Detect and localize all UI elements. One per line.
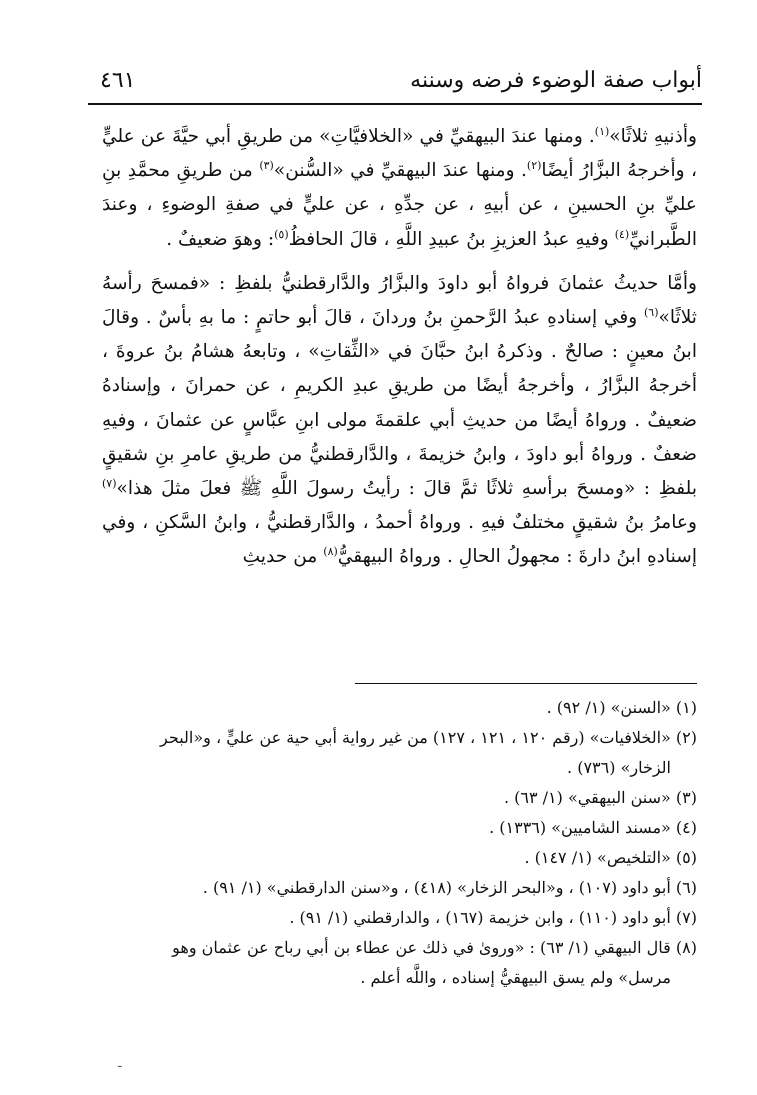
footnote-7: (٧) أبو داود (١١٠) ، وابن خزيمة (١٦٧) ، والدارقطني (١/ ٩١) . [289, 908, 697, 927]
text-run: وأذنيهِ ثلاثًا» [609, 126, 697, 147]
footnote-5: (٥) «التلخيص» (١/ ١٤٧) . [524, 848, 697, 867]
footnote-6: (٦) أبو داود (١٠٧) ، و«البحر الزخار» (٤١٨) ، و«سنن الدارقطني» (١/ ٩١) . [202, 878, 697, 897]
text-run: . ومنها عندَ البيهقيِّ في «السُّنن» [273, 160, 527, 182]
text-run: وفيهِ عبدُ العزيزِ بنُ عبيدِ اللَّهِ ، قالَ الحافظُ [288, 228, 615, 250]
footnote-ref[interactable]: (٥) [274, 227, 289, 241]
footnote-ref[interactable]: (١) [594, 124, 610, 138]
text-run: وعامرُ بنُ شقيقٍ مختلفٌ فيهِ . ورواهُ أحمدُ ، والدَّارقطنيُّ ، وابنُ السَّكنِ ، وفي إسنادهِ ابنُ دارةَ : مجهولُ الحالِ . ورواهُ البيهقيُّ [102, 512, 697, 568]
footnote-ref[interactable]: (٣) [259, 159, 274, 173]
footnote-ref[interactable]: (٤) [614, 227, 630, 241]
footnote-rule [355, 683, 697, 684]
scan-mark: ـ [118, 1056, 122, 1070]
footnotes [108, 693, 697, 993]
page-header [100, 66, 702, 102]
paragraph-1 [102, 120, 697, 257]
footnote-3: (٣) «سنن البيهقي» (١/ ٦٣) . [503, 788, 697, 807]
text-run: : وهوَ ضعيفٌ . [166, 228, 275, 250]
footnote-2: (٢) «الخلافيات» (رقم ١٢٠ ، ١٢١ ، ١٢٧) من غير رواية أبي حية عن عليٍّ ، و«البحر [160, 728, 697, 747]
running-title: أبواب صفة الوضوء فرضه وسننه [410, 68, 702, 93]
text-run: . ومنها عندَ البيهقيِّ في «الخلافيَّاتِ» من طريقِ أبي حيَّةَ عن عليٍّ ، وأخرجهُ البزَّارُ أيضًا [102, 126, 697, 182]
footnote-ref[interactable]: (٢) [526, 159, 542, 173]
footnote-2-continued: الزخار» (٧٣٦) . [567, 758, 671, 777]
footnote-4: (٤) «مسند الشاميين» (١٣٣٦) . [489, 818, 697, 837]
text-run: وفي إسنادهِ عبدُ الرَّحمنِ بنُ وردانَ ، قالَ أبو حاتمٍ : ما بهِ بأسٌ . وقالَ ابنُ معينٍ : صالحٌ . وذكرهُ ابنُ حبَّانَ في «الثِّقاتِ» ، وتابعهُ هشامُ بنُ عروةَ ، أخرجهُ البزَّارُ ، وأخرجهُ أيضًا من طريقِ عبدِ الكريمِ ، عن حمرانَ ، وإسنادهُ ضعيفٌ . ورواهُ أيضًا من حديثِ أبي علقمةَ مولى ابنِ عبَّاسٍ عن عثمانَ ، وفيهِ ضعفٌ . ورواهُ أبو داودَ ، وابنُ خزيمةَ ، والدَّارقطنيُّ من طريقِ عامرِ بنِ شقيقٍ بلفظِ : «ومسحَ برأسهِ ثلاثًا ثمَّ قالَ : رأيتُ رسولَ اللَّهِ ﷺ فعلَ مثلَ هذا» [102, 307, 697, 500]
page-number: ٤٦١ [100, 68, 136, 93]
footnote-8: (٨) قال البيهقي (١/ ٦٣) : «وروىٰ في ذلك عن عطاء بن أبي رباح عن عثمان وهو [172, 938, 697, 957]
footnote-1: (١) «السنن» (١/ ٩٢) . [546, 698, 697, 717]
text-run: وأمَّا حديثُ عثمانَ فرواهُ أبو داودَ والبزَّارُ والدَّارقطنيُّ بلفظِ : «فمسحَ رأسهُ ثلاثًا» [102, 272, 697, 329]
footnote-8-continued: مرسل» ولم يسق البيهقيُّ إسناده ، واللَّه أعلم . [360, 968, 671, 987]
text-run: من حديثِ [242, 546, 324, 568]
footnote-ref[interactable]: (٧) [102, 476, 117, 490]
main-text [102, 120, 697, 575]
header-rule [88, 103, 702, 105]
footnote-ref[interactable]: (٦) [643, 305, 659, 319]
paragraph-2 [102, 267, 697, 575]
text-run: من طريقِ محمَّدِ بنِ عليِّ بنِ الحسينِ ، عن أبيهِ ، عن جدِّهِ ، عن عليٍّ في صفةِ الوضوءِ ، وعندَ الطَّبرانيِّ [102, 160, 697, 250]
footnote-ref[interactable]: (٨) [323, 545, 338, 559]
